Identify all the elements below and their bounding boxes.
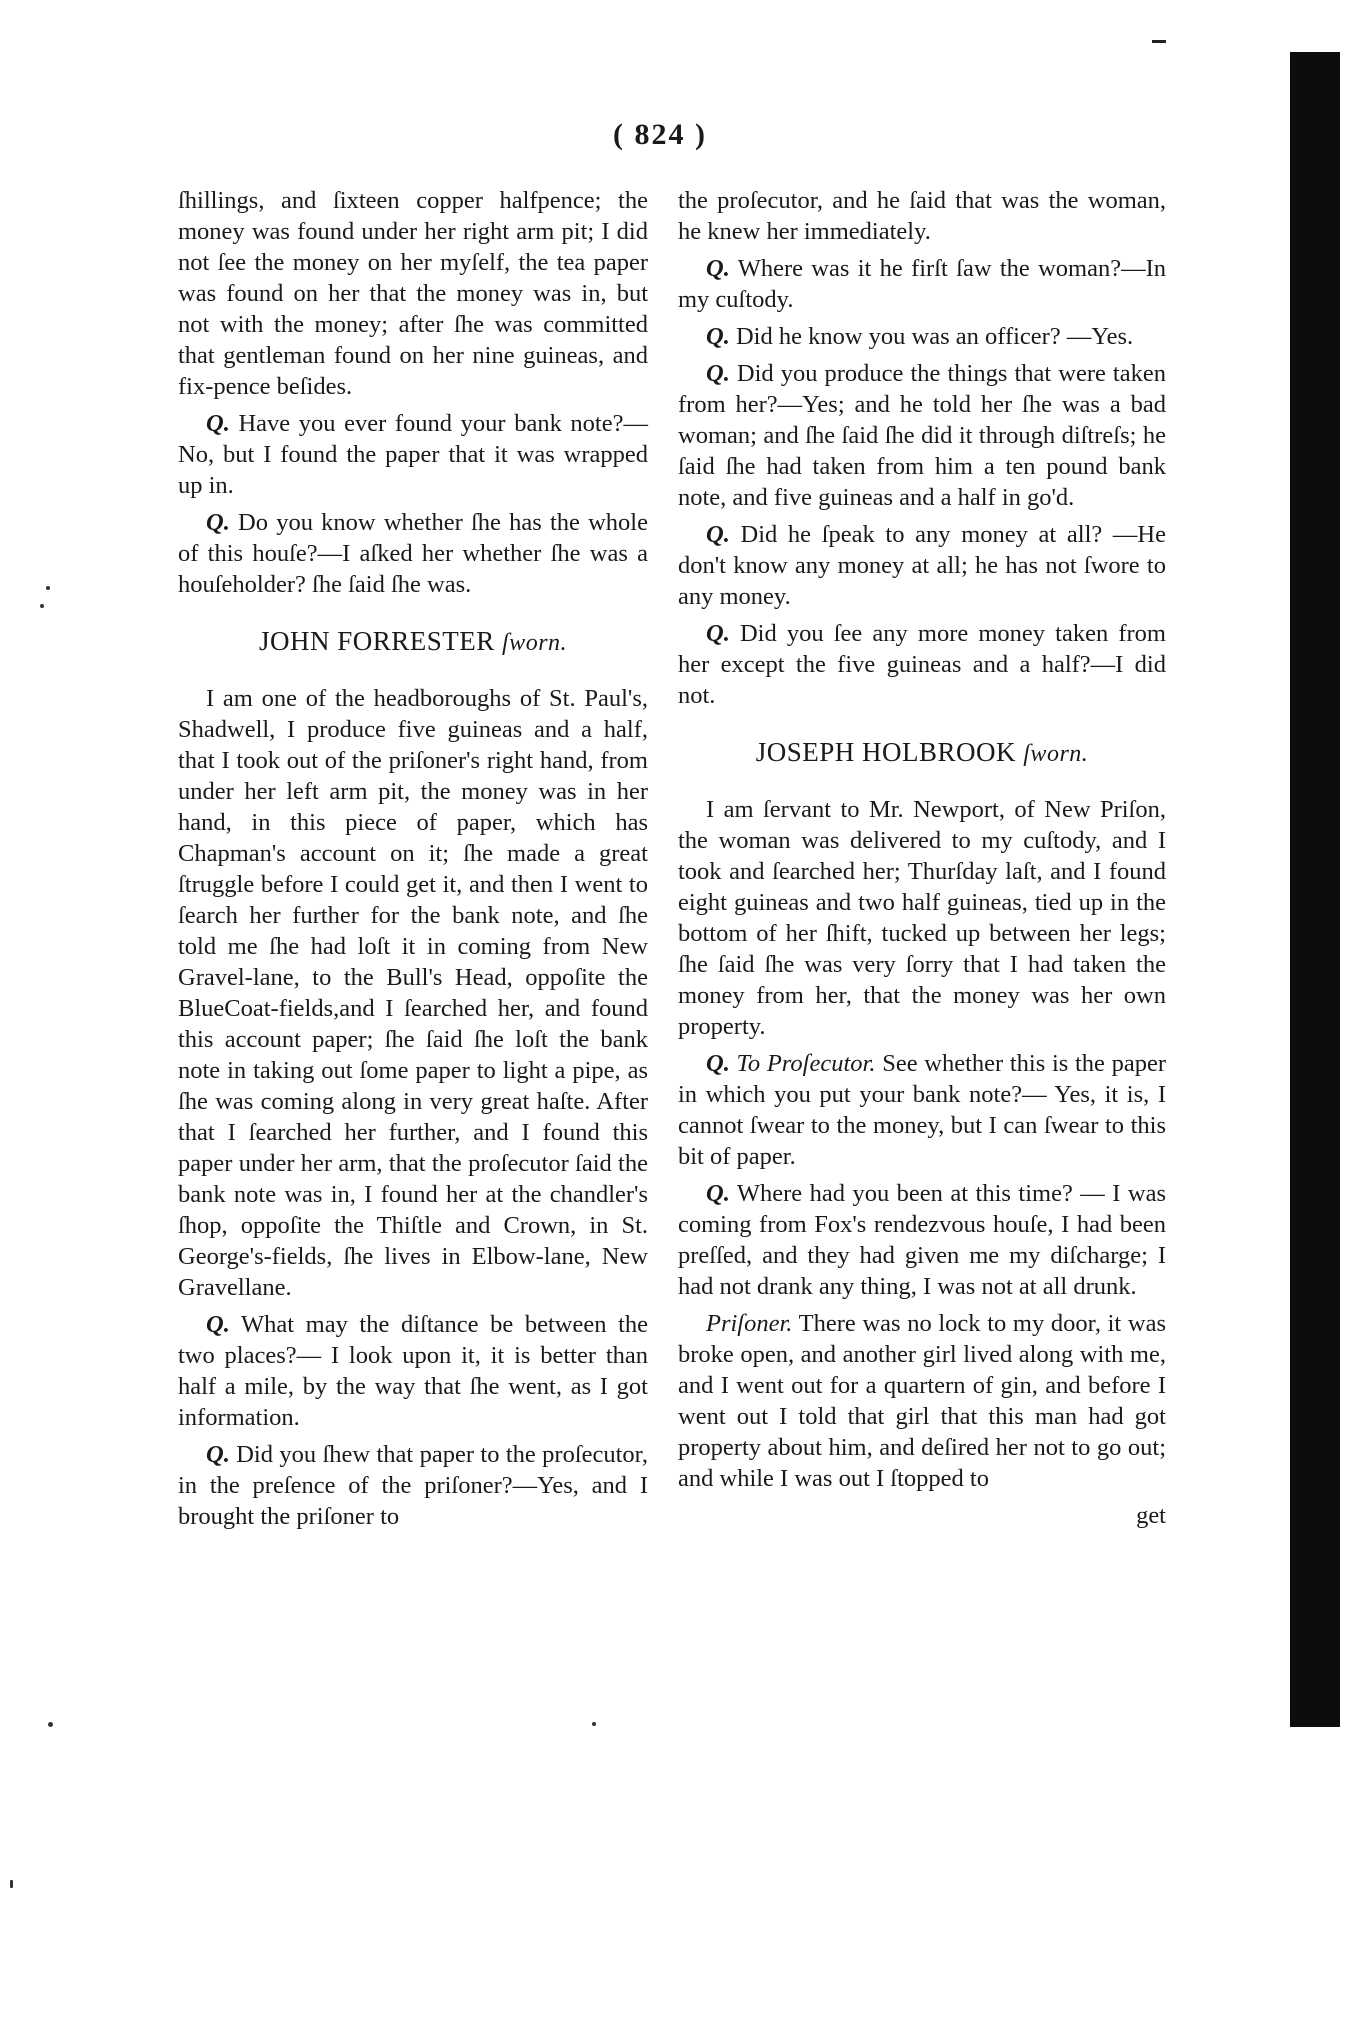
prisoner-paragraph — [678, 1308, 1166, 1494]
paper-speck — [46, 586, 50, 590]
paragraph-text: Where was it he firſt ſaw the woman?—In my cuſtody. — [678, 255, 1166, 313]
paragraph-text: Did you ſee any more money taken from her except the five guineas and a half?—I did not. — [678, 620, 1166, 709]
question-mark: Q. — [206, 410, 230, 437]
paragraph-text: Did you ſhew that paper to the proſecutor, in the preſence of the priſoner?—Yes, and I brought the priſoner to — [178, 1441, 648, 1530]
question-paragraph — [178, 507, 648, 600]
left-column — [178, 185, 648, 1538]
paragraph — [178, 185, 648, 402]
question-mark: Q. — [706, 1050, 730, 1077]
paragraph — [678, 185, 1166, 247]
paragraph-text: Where had you been at this time? — I was coming from Fox's rendezvous houſe, I had been preſſed, and they had given me my diſcharge; I had not drank any thing, I was not at all drunk. — [678, 1180, 1166, 1300]
paragraph-text: Did he know you was an officer? —Yes. — [729, 323, 1134, 350]
question-paragraph — [678, 519, 1166, 612]
paragraph-text: ſhillings, and ſixteen copper halfpence; the money was found under her right arm pit; I did not ſee the money on her myſelf, the tea paper was found on her that the money was in, but not with the money; after ſhe was committed that gentleman found on her nine guineas, and fix-pence beſides. — [178, 187, 648, 400]
question-mark: Q. — [706, 620, 730, 647]
question-paragraph — [178, 1439, 648, 1532]
question-paragraph — [678, 618, 1166, 711]
catchword: get — [1136, 1502, 1166, 1529]
paragraph-text: See whether this is the paper in which you put your bank note?— Yes, it is, I cannot ſwear to the money, but I can ſwear to this bit of paper. — [678, 1050, 1167, 1170]
question-mark: Q. — [206, 509, 230, 536]
question-paragraph — [678, 358, 1166, 513]
witness-name: JOSEPH HOLBROOK — [755, 737, 1017, 767]
paragraph-text: What may the diſtance be between the two places?— I look upon it, it is better than half a mile, by the way that ſhe went, as I got information. — [178, 1311, 648, 1431]
paragraph-text: There was no lock to my door, it was broke open, and another girl lived along with me, and I went out for a quartern of gin, and before I went out I told that girl that this man had got property about him, and deſired her not to go out; and while I was out I ſtopped to — [678, 1310, 1166, 1492]
sworn-label: ſworn. — [502, 630, 568, 656]
question-mark: Q. — [206, 1311, 230, 1338]
sworn-label: ſworn. — [1023, 741, 1089, 767]
paragraph-text: Did you produce the things that were taken from her?—Yes; and he told her ſhe was a bad woman; and ſhe ſaid ſhe did it through diſtreſs; he ſaid ſhe had taken from him a ten pound bank note, and five guineas and a half in go'd. — [678, 360, 1166, 511]
question-paragraph — [678, 321, 1166, 352]
testimony-paragraph — [678, 794, 1166, 1042]
page-edge-shadow — [1290, 52, 1340, 1727]
paper-speck — [48, 1722, 53, 1727]
speaker-label: Priſoner. — [706, 1310, 793, 1337]
corner-mark — [1152, 40, 1166, 43]
question-paragraph — [178, 1309, 648, 1433]
question-paragraph — [678, 253, 1166, 315]
question-paragraph — [678, 1178, 1166, 1302]
question-paragraph — [178, 408, 648, 501]
paragraph-text: Did he ſpeak to any money at all? —He don't know any money at all; he has not ſwore to any money. — [678, 521, 1166, 610]
witness-heading — [178, 626, 648, 659]
right-column — [678, 185, 1166, 1531]
question-mark: Q. — [706, 323, 730, 350]
question-mark: Q. — [706, 1180, 730, 1207]
addressee-label: To Proſecutor. — [729, 1050, 876, 1077]
paragraph-text: I am ſervant to Mr. Newport, of New Priſon, the woman was delivered to my cuſtody, and I took and ſearched her; Thurſday laſt, and I found eight guineas and two half guineas, tied up in the bottom of her ſhift, tucked up between her legs; ſhe ſaid ſhe was very ſorry that I had taken the money from her, that the money was her own property. — [678, 796, 1166, 1040]
paper-speck — [592, 1722, 596, 1726]
page-number: ( 824 ) — [613, 118, 707, 151]
question-mark: Q. — [706, 521, 730, 548]
witness-name: JOHN FORRESTER — [258, 626, 495, 656]
testimony-paragraph — [178, 683, 648, 1303]
paragraph-text: Do you know whether ſhe has the whole of this houſe?—I aſked her whether ſhe was a houſeholder? ſhe ſaid ſhe was. — [178, 509, 648, 598]
paper-speck — [40, 604, 44, 608]
question-mark: Q. — [706, 255, 730, 282]
witness-heading — [678, 737, 1166, 770]
paragraph-text: Have you ever found your bank note?— No, but I found the paper that it was wrapped up in. — [178, 410, 648, 499]
paragraph-text: I am one of the headboroughs of St. Paul's, Shadwell, I produce five guineas and a half, that I took out of the priſoner's right hand, from under her left arm pit, the money was in her hand, in this piece of paper, which has Chapman's account on it; ſhe made a great ſtruggle before I could get it, and then I went to ſearch her further for the bank note, and ſhe told me ſhe had loſt it in coming from New Gravel-lane, to the Bull's Head, oppoſite the BlueCoat-fields,and I ſearched her, and found this account paper; ſhe ſaid ſhe loſt the bank note in taking out ſome paper to light a pipe, as ſhe was coming along in very great haſte. After that I ſearched her further, and I found this paper under her arm, that the proſecutor ſaid the bank note was in, I found her at the chandler's ſhop, oppoſite the Thiſtle and Crown, in St. George's-fields, ſhe lives in Elbow-lane, New Gravellane. — [178, 685, 648, 1301]
question-mark: Q. — [206, 1441, 230, 1468]
question-paragraph — [678, 1048, 1166, 1172]
paper-speck — [10, 1880, 13, 1888]
question-mark: Q. — [706, 360, 730, 387]
paragraph-text: the proſecutor, and he ſaid that was the woman, he knew her immediately. — [678, 187, 1166, 245]
